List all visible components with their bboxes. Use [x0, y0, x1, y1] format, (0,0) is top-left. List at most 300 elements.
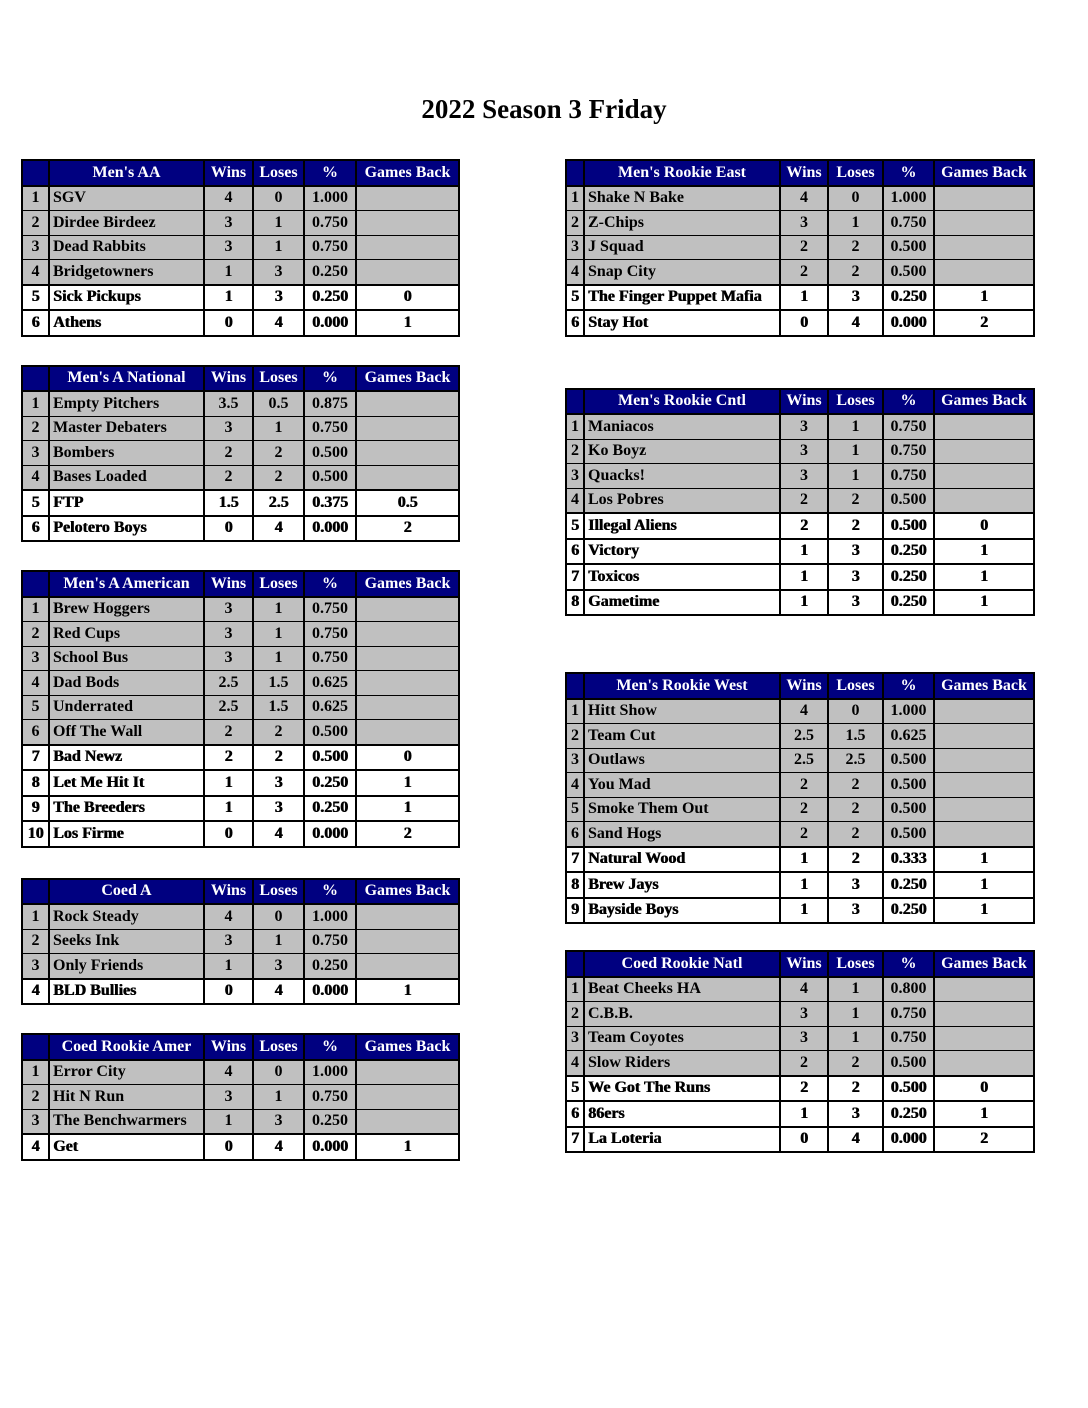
loses-header: Loses [828, 951, 883, 977]
loses-cell: 3 [253, 260, 304, 285]
rank-cell: 4 [22, 1134, 49, 1160]
team-name-cell: School Bus [49, 646, 204, 671]
wins-cell: 2 [204, 441, 253, 466]
team-row [566, 1127, 1034, 1153]
games-back-header: Games Back [356, 366, 459, 392]
games-back-header: Games Back [934, 951, 1034, 977]
team-name-cell: Ko Boyz [584, 439, 780, 464]
team-row [22, 516, 459, 542]
wins-cell: 2 [204, 745, 253, 771]
pct-cell: 0.000 [304, 516, 356, 542]
rank-cell: 4 [22, 260, 49, 285]
loses-cell: 1 [828, 1002, 883, 1027]
pct-cell: 0.000 [304, 310, 356, 336]
team-name-cell: Empty Pitchers [49, 391, 204, 416]
loses-header: Loses [828, 160, 883, 186]
wins-cell: 2 [780, 235, 828, 260]
games-back-cell [934, 724, 1034, 749]
loses-header: Loses [253, 879, 304, 905]
loses-cell: 1 [253, 416, 304, 441]
loses-cell: 3 [828, 590, 883, 616]
wins-cell: 2 [780, 260, 828, 285]
rank-cell: 1 [22, 904, 49, 929]
rank-cell: 3 [22, 441, 49, 466]
rank-cell: 7 [566, 847, 584, 873]
division-title: Men's Rookie East [584, 160, 780, 186]
team-name-cell: Off The Wall [49, 720, 204, 745]
team-name-cell: Hitt Show [584, 699, 780, 724]
games-back-cell: 1 [934, 847, 1034, 873]
games-back-cell [934, 439, 1034, 464]
table-header-row [22, 571, 459, 597]
games-back-cell: 1 [934, 564, 1034, 590]
wins-cell: 0 [204, 310, 253, 336]
pct-cell: 0.750 [883, 414, 934, 439]
pct-cell: 0.250 [304, 796, 356, 822]
rank-header-cell [566, 673, 584, 699]
team-row [22, 310, 459, 336]
pct-cell: 0.250 [883, 539, 934, 565]
rank-cell: 6 [22, 310, 49, 336]
wins-header: Wins [204, 879, 253, 905]
team-row [22, 391, 459, 416]
division-title: Coed A [49, 879, 204, 905]
wins-header: Wins [780, 673, 828, 699]
rank-cell: 4 [22, 979, 49, 1005]
wins-cell: 1 [204, 285, 253, 311]
rank-cell: 3 [22, 646, 49, 671]
team-name-cell: Stay Hot [584, 310, 780, 336]
loses-cell: 4 [253, 979, 304, 1005]
rank-cell: 4 [566, 260, 584, 285]
team-row [566, 1076, 1034, 1102]
team-name-cell: J Squad [584, 235, 780, 260]
team-name-cell: Underrated [49, 695, 204, 720]
loses-cell: 1 [253, 929, 304, 954]
games-back-cell [356, 260, 459, 285]
rank-cell: 2 [566, 1002, 584, 1027]
team-name-cell: We Got The Runs [584, 1076, 780, 1102]
team-row [22, 720, 459, 745]
loses-cell: 4 [828, 1127, 883, 1153]
games-back-cell: 1 [356, 796, 459, 822]
wins-cell: 1 [780, 285, 828, 311]
loses-cell: 0 [828, 186, 883, 211]
division-title: Coed Rookie Amer [49, 1034, 204, 1060]
loses-cell: 4 [253, 821, 304, 847]
pct-cell: 0.375 [304, 490, 356, 516]
pct-cell: 0.500 [304, 441, 356, 466]
rank-cell: 1 [22, 186, 49, 211]
games-back-cell [934, 211, 1034, 236]
wins-cell: 2.5 [780, 748, 828, 773]
rank-cell: 1 [566, 699, 584, 724]
pct-cell: 0.750 [304, 646, 356, 671]
pct-cell: 0.000 [304, 821, 356, 847]
wins-cell: 4 [780, 699, 828, 724]
team-name-cell: Brew Jays [584, 872, 780, 898]
rank-cell: 6 [566, 539, 584, 565]
pct-cell: 0.625 [883, 724, 934, 749]
team-name-cell: Let Me Hit It [49, 770, 204, 796]
games-back-cell [356, 929, 459, 954]
team-name-cell: Hit N Run [49, 1085, 204, 1110]
loses-cell: 3 [828, 564, 883, 590]
wins-cell: 2.5 [204, 671, 253, 696]
team-row [566, 797, 1034, 822]
rank-cell: 9 [22, 796, 49, 822]
games-back-cell [356, 186, 459, 211]
team-row [566, 186, 1034, 211]
wins-cell: 1 [780, 847, 828, 873]
pct-header: % [883, 389, 934, 415]
games-back-cell [356, 465, 459, 490]
standings-table [565, 388, 1035, 617]
team-row [22, 1134, 459, 1160]
wins-cell: 2 [204, 465, 253, 490]
team-row [566, 235, 1034, 260]
rank-cell: 3 [22, 1109, 49, 1134]
pct-header: % [304, 1034, 356, 1060]
team-name-cell: Rock Steady [49, 904, 204, 929]
pct-cell: 0.875 [304, 391, 356, 416]
loses-cell: 3 [253, 796, 304, 822]
pct-header: % [883, 673, 934, 699]
games-back-cell: 1 [356, 1134, 459, 1160]
loses-cell: 4 [253, 516, 304, 542]
loses-cell: 1 [253, 622, 304, 647]
team-name-cell: Bases Loaded [49, 465, 204, 490]
rank-cell: 3 [566, 235, 584, 260]
games-back-cell [356, 441, 459, 466]
wins-cell: 1 [204, 796, 253, 822]
rank-cell: 10 [22, 821, 49, 847]
pct-cell: 0.500 [883, 488, 934, 513]
pct-cell: 0.000 [883, 310, 934, 336]
pct-cell: 0.500 [883, 748, 934, 773]
rank-cell: 2 [22, 211, 49, 236]
team-row [566, 898, 1034, 924]
games-back-cell [934, 488, 1034, 513]
rank-cell: 8 [566, 872, 584, 898]
team-name-cell: FTP [49, 490, 204, 516]
team-name-cell: Slow Riders [584, 1051, 780, 1076]
loses-header: Loses [253, 160, 304, 186]
team-row [22, 622, 459, 647]
team-row [22, 235, 459, 260]
rank-cell: 5 [566, 513, 584, 539]
team-name-cell: The Benchwarmers [49, 1109, 204, 1134]
rank-cell: 1 [566, 414, 584, 439]
team-name-cell: You Mad [584, 773, 780, 798]
loses-cell: 0 [828, 699, 883, 724]
standings-table [21, 570, 460, 848]
rank-cell: 1 [566, 186, 584, 211]
wins-cell: 3 [204, 416, 253, 441]
pct-cell: 0.250 [304, 260, 356, 285]
team-row [566, 439, 1034, 464]
loses-cell: 2.5 [253, 490, 304, 516]
games-back-cell [356, 1085, 459, 1110]
team-name-cell: Illegal Aliens [584, 513, 780, 539]
wins-cell: 4 [780, 977, 828, 1002]
table-header-row [566, 673, 1034, 699]
team-row [566, 847, 1034, 873]
team-row [566, 699, 1034, 724]
standings-table [21, 1033, 460, 1161]
rank-cell: 7 [22, 745, 49, 771]
wins-cell: 1.5 [204, 490, 253, 516]
games-back-cell [934, 414, 1034, 439]
team-name-cell: Error City [49, 1060, 204, 1085]
rank-cell: 3 [22, 235, 49, 260]
games-back-cell [934, 822, 1034, 847]
loses-cell: 2 [253, 720, 304, 745]
team-name-cell: Los Firme [49, 821, 204, 847]
rank-cell: 2 [566, 439, 584, 464]
loses-cell: 4 [253, 310, 304, 336]
pct-cell: 0.250 [883, 564, 934, 590]
division-title: Men's Rookie West [584, 673, 780, 699]
rank-cell: 5 [566, 1076, 584, 1102]
games-back-cell [356, 671, 459, 696]
pct-cell: 0.250 [304, 954, 356, 979]
loses-cell: 1 [253, 235, 304, 260]
team-name-cell: SGV [49, 186, 204, 211]
pct-cell: 0.500 [304, 465, 356, 490]
table-header-row [566, 389, 1034, 415]
loses-cell: 0 [253, 904, 304, 929]
loses-cell: 2 [828, 235, 883, 260]
team-row [22, 260, 459, 285]
games-back-cell [934, 699, 1034, 724]
rank-cell: 3 [22, 954, 49, 979]
team-row [566, 539, 1034, 565]
wins-cell: 2 [780, 488, 828, 513]
pct-cell: 1.000 [883, 699, 934, 724]
team-name-cell: Shake N Bake [584, 186, 780, 211]
rank-cell: 6 [22, 720, 49, 745]
rank-cell: 7 [566, 564, 584, 590]
wins-cell: 0 [204, 979, 253, 1005]
rank-cell: 2 [566, 724, 584, 749]
standings-table [21, 365, 460, 543]
loses-cell: 2 [828, 847, 883, 873]
pct-cell: 0.250 [304, 770, 356, 796]
loses-cell: 2 [828, 488, 883, 513]
team-name-cell: Bayside Boys [584, 898, 780, 924]
loses-cell: 1.5 [828, 724, 883, 749]
team-name-cell: Team Coyotes [584, 1026, 780, 1051]
pct-cell: 0.750 [304, 597, 356, 622]
loses-cell: 0 [253, 186, 304, 211]
rank-cell: 1 [22, 391, 49, 416]
rank-cell: 5 [566, 285, 584, 311]
team-name-cell: Bombers [49, 441, 204, 466]
team-name-cell: Team Cut [584, 724, 780, 749]
team-row [22, 979, 459, 1005]
team-name-cell: Dad Bods [49, 671, 204, 696]
loses-cell: 3 [253, 1109, 304, 1134]
pct-cell: 0.800 [883, 977, 934, 1002]
loses-cell: 1 [253, 597, 304, 622]
games-back-cell [934, 797, 1034, 822]
wins-cell: 1 [780, 898, 828, 924]
loses-cell: 1 [253, 1085, 304, 1110]
games-back-header: Games Back [356, 1034, 459, 1060]
team-row [566, 590, 1034, 616]
rank-cell: 4 [566, 773, 584, 798]
pct-cell: 0.750 [883, 439, 934, 464]
loses-cell: 1.5 [253, 671, 304, 696]
wins-header: Wins [204, 571, 253, 597]
pct-cell: 0.500 [883, 1051, 934, 1076]
rank-cell: 4 [22, 465, 49, 490]
rank-cell: 6 [566, 1101, 584, 1127]
wins-cell: 3 [204, 597, 253, 622]
loses-header: Loses [253, 571, 304, 597]
loses-header: Loses [253, 366, 304, 392]
rank-cell: 4 [22, 671, 49, 696]
division-title: Men's A National [49, 366, 204, 392]
team-name-cell: Only Friends [49, 954, 204, 979]
team-row [566, 260, 1034, 285]
wins-cell: 3 [780, 414, 828, 439]
pct-cell: 0.750 [883, 464, 934, 489]
wins-cell: 0 [204, 821, 253, 847]
games-back-cell: 1 [934, 872, 1034, 898]
loses-header: Loses [828, 389, 883, 415]
loses-cell: 0 [253, 1060, 304, 1085]
pct-header: % [304, 571, 356, 597]
pct-cell: 0.750 [304, 622, 356, 647]
loses-cell: 2 [828, 797, 883, 822]
team-row [566, 513, 1034, 539]
rank-header-cell [22, 571, 49, 597]
wins-cell: 2.5 [204, 695, 253, 720]
team-name-cell: Sick Pickups [49, 285, 204, 311]
team-row [566, 1051, 1034, 1076]
pct-cell: 0.250 [304, 1109, 356, 1134]
games-back-header: Games Back [934, 673, 1034, 699]
games-back-cell [356, 904, 459, 929]
wins-cell: 3 [204, 622, 253, 647]
team-row [22, 1060, 459, 1085]
team-row [22, 465, 459, 490]
table-header-row [22, 366, 459, 392]
pct-header: % [883, 160, 934, 186]
team-row [22, 954, 459, 979]
loses-cell: 3 [828, 539, 883, 565]
pct-cell: 0.750 [883, 1002, 934, 1027]
team-row [22, 770, 459, 796]
team-row [566, 464, 1034, 489]
team-row [566, 488, 1034, 513]
loses-cell: 3 [828, 1101, 883, 1127]
games-back-cell [356, 720, 459, 745]
games-back-cell [356, 646, 459, 671]
team-row [566, 285, 1034, 311]
table-header-row [22, 879, 459, 905]
rank-cell: 2 [22, 416, 49, 441]
rank-cell: 5 [22, 285, 49, 311]
games-back-cell: 1 [934, 590, 1034, 616]
loses-cell: 2.5 [828, 748, 883, 773]
games-back-header: Games Back [356, 879, 459, 905]
pct-cell: 0.500 [304, 745, 356, 771]
table-header-row [22, 160, 459, 186]
wins-cell: 0 [204, 1134, 253, 1160]
team-row [22, 490, 459, 516]
team-row [566, 977, 1034, 1002]
rank-header-cell [22, 366, 49, 392]
team-row [566, 1026, 1034, 1051]
pct-cell: 0.500 [883, 1076, 934, 1102]
loses-header: Loses [828, 673, 883, 699]
games-back-cell: 2 [356, 516, 459, 542]
rank-cell: 6 [566, 822, 584, 847]
loses-cell: 1 [828, 439, 883, 464]
games-back-cell [356, 622, 459, 647]
team-row [22, 211, 459, 236]
team-name-cell: Brew Hoggers [49, 597, 204, 622]
loses-cell: 3 [828, 285, 883, 311]
rank-cell: 3 [566, 748, 584, 773]
pct-cell: 0.250 [883, 1101, 934, 1127]
games-back-cell [356, 695, 459, 720]
rank-cell: 5 [22, 490, 49, 516]
rank-cell: 4 [566, 488, 584, 513]
wins-cell: 1 [780, 564, 828, 590]
loses-cell: 2 [253, 465, 304, 490]
games-back-cell [934, 748, 1034, 773]
loses-cell: 1 [828, 1026, 883, 1051]
team-name-cell: Smoke Them Out [584, 797, 780, 822]
division-title: Men's Rookie Cntl [584, 389, 780, 415]
team-row [22, 671, 459, 696]
pct-cell: 0.250 [883, 898, 934, 924]
wins-cell: 2 [780, 797, 828, 822]
wins-cell: 3 [204, 646, 253, 671]
games-back-cell [356, 235, 459, 260]
loses-cell: 1 [828, 414, 883, 439]
wins-header: Wins [780, 389, 828, 415]
loses-cell: 2 [828, 260, 883, 285]
rank-cell: 8 [566, 590, 584, 616]
team-row [22, 929, 459, 954]
wins-cell: 4 [204, 904, 253, 929]
wins-cell: 3 [780, 439, 828, 464]
rank-cell: 1 [22, 1060, 49, 1085]
loses-cell: 3 [828, 898, 883, 924]
team-name-cell: Natural Wood [584, 847, 780, 873]
wins-header: Wins [204, 1034, 253, 1060]
division-title: Coed Rookie Natl [584, 951, 780, 977]
pct-cell: 0.500 [883, 822, 934, 847]
left-column [21, 159, 458, 1161]
rank-cell: 5 [566, 797, 584, 822]
wins-cell: 1 [204, 770, 253, 796]
loses-header: Loses [253, 1034, 304, 1060]
games-back-cell [934, 773, 1034, 798]
wins-cell: 1 [204, 260, 253, 285]
team-row [22, 796, 459, 822]
team-name-cell: Seeks Ink [49, 929, 204, 954]
loses-cell: 3 [253, 770, 304, 796]
team-name-cell: Sand Hogs [584, 822, 780, 847]
pct-cell: 0.250 [304, 285, 356, 311]
team-name-cell: Toxicos [584, 564, 780, 590]
